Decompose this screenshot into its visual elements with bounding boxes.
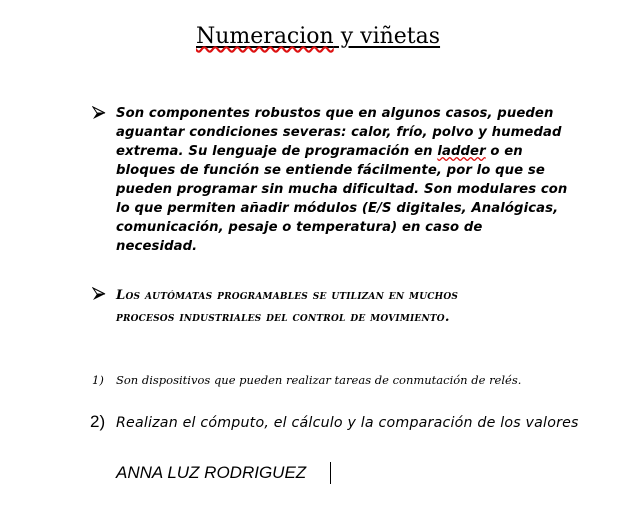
- text-cursor-icon: [330, 462, 331, 484]
- author-name: ANNA LUZ RODRIGUEZ: [116, 463, 307, 482]
- paragraph-line: extrema. Su lenguaje de programación en ladder o en: [116, 144, 523, 159]
- paragraph-line: necesidad.: [116, 239, 198, 254]
- paragraph-line: procesos industriales del control de movimiento.: [116, 310, 450, 325]
- list-number-1: 1): [92, 373, 104, 387]
- numbered-item-2: Realizan el cómputo, el cálculo y la comparación de los valores: [116, 415, 579, 431]
- numbered-item-1: Son dispositivos que pueden realizar tareas de conmutación de relés.: [116, 373, 522, 387]
- paragraph-line: comunicación, pesaje o temperatura) en caso de: [116, 220, 483, 235]
- paragraph-line: aguantar condiciones severas: calor, frío, polvo y humedad: [116, 125, 562, 140]
- paragraph-line: Son componentes robustos que en algunos casos, pueden: [116, 106, 554, 121]
- misspelled-word: ladder: [437, 144, 486, 159]
- arrowhead-bullet-icon: [92, 106, 106, 120]
- paragraph-line: bloques de función se entiende fácilmente, por lo que se: [116, 163, 545, 178]
- paragraph-line: lo que permiten añadir módulos (E/S digitales, Analógicas,: [116, 201, 559, 216]
- paragraph-line: Los autómatas programables se utilizan en muchos: [116, 288, 459, 303]
- title-rest: y viñetas: [333, 24, 441, 49]
- paragraph-line: pueden programar sin mucha dificultad. Son modulares con: [116, 182, 568, 197]
- bullet-paragraph-2: [116, 285, 586, 329]
- arrowhead-bullet-icon: [92, 287, 106, 301]
- title-word-misspelled: Numeracion: [196, 24, 334, 49]
- page-title: [196, 24, 440, 50]
- list-number-2: 2): [90, 412, 106, 431]
- bullet-paragraph-1: [116, 104, 596, 256]
